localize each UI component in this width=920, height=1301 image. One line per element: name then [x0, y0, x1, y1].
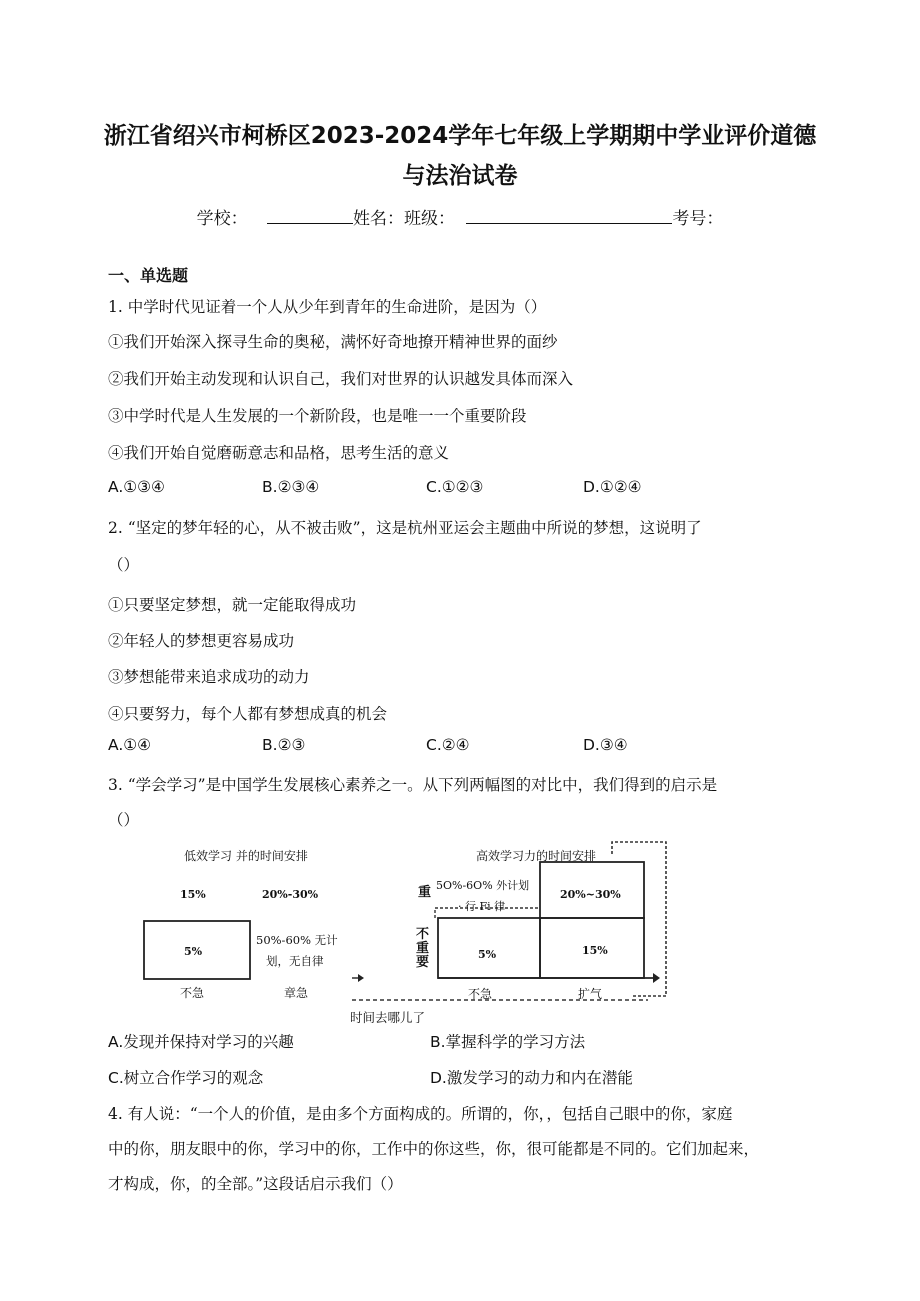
- question-4-stem-line-3: 才构成，你，的全部。”这段话启示我们（）: [108, 1175, 403, 1193]
- right-x-axis-arrow: [653, 973, 660, 983]
- school-blank[interactable]: [267, 207, 353, 224]
- school-label: 学校：: [196, 209, 248, 229]
- name-label: 姓名：: [353, 209, 404, 229]
- question-1-statement-2: ②我们开始主动发现和认识自己，我们对世界的认识越发具体而深入: [108, 370, 574, 388]
- section-title: 一、单选题: [108, 266, 189, 285]
- class-blank[interactable]: [466, 207, 672, 224]
- right-bottom-label-1: 不急: [468, 987, 493, 1001]
- question-3-option-a[interactable]: [108, 1030, 294, 1052]
- right-note-2: · 行 Fi 律: [458, 900, 506, 913]
- left-pct-20-30: 20%-30%: [262, 888, 319, 901]
- option-letter: D.: [583, 478, 600, 496]
- student-info-row: [0, 204, 920, 229]
- option-letter: A.: [108, 1033, 124, 1051]
- question-3-stem: 3. “学会学习”是中国学生发展核心素养之一。从下列两幅图的对比中，我们得到的启示是: [108, 776, 718, 794]
- question-2-statement-2: ②年轻人的梦想更容易成功: [108, 632, 295, 650]
- question-2-statement-4: ④只要努力，每个人都有梦想成真的机会: [108, 705, 388, 723]
- right-axis-not-important: 不重要: [416, 927, 430, 970]
- question-1-option-c[interactable]: [426, 478, 483, 496]
- exam-title-line-2: 与法治试卷: [402, 163, 518, 189]
- question-1-option-b[interactable]: [262, 478, 319, 496]
- question-3-stem-cont: （）: [108, 811, 140, 829]
- left-box-pct: 5%: [184, 945, 203, 958]
- option-letter: A.: [108, 478, 124, 496]
- right-axis-important: 重: [418, 885, 432, 900]
- question-2-option-c[interactable]: [426, 736, 470, 754]
- exam-no-label: 考号：: [672, 209, 724, 229]
- option-text: 树立合作学习的观念: [123, 1069, 264, 1087]
- connector-arrow: [358, 974, 364, 982]
- option-letter: D.: [583, 736, 600, 754]
- question-2-statement-3: ③梦想能带来追求成功的动力: [108, 668, 310, 686]
- option-text: 掌握科学的学习方法: [445, 1033, 586, 1051]
- left-pct-15: 15%: [180, 888, 206, 901]
- option-text: ②④: [441, 736, 470, 754]
- option-letter: C.: [426, 478, 442, 496]
- question-3-option-d[interactable]: [430, 1066, 633, 1088]
- option-text: ①②④: [599, 478, 642, 496]
- option-text: ①②③: [441, 478, 484, 496]
- question-1-statement-3: ③中学时代是人生发展的一个新阶段，也是唯一一个重要阶段: [108, 407, 527, 425]
- time-management-figure: [108, 838, 688, 1028]
- option-letter: B.: [262, 478, 278, 496]
- question-1-statement-1: ①我们开始深入探寻生命的奥秘，满怀好奇地撩开精神世界的面纱: [108, 333, 558, 351]
- option-text: ①③④: [123, 478, 165, 496]
- right-dashed-border: [612, 842, 666, 996]
- right-bottom-label-2: 扩气: [578, 987, 603, 1001]
- option-text: 激发学习的动力和内在潜能: [446, 1069, 633, 1087]
- option-letter: A.: [108, 736, 124, 754]
- class-label: 班级：: [404, 209, 455, 229]
- option-letter: B.: [262, 736, 278, 754]
- exam-title: [0, 116, 920, 196]
- option-text: ②③④: [277, 478, 320, 496]
- option-text: ②③: [277, 736, 306, 754]
- left-diagram-title: 低效学习 并的时间安排: [184, 849, 308, 863]
- question-2-stem: 2. “坚定的梦年轻的心，从不被击败”，这是杭州亚运会主题曲中所说的梦想，这说明了: [108, 519, 702, 537]
- right-note-1: 5O%-6O% 外计划: [436, 879, 530, 892]
- option-letter: B.: [430, 1033, 446, 1051]
- question-4-stem-line-2: 中的你，朋友眼中的你，学习中的你，工作中的你这些，你，很可能都是不同的。它们加起来，: [108, 1140, 760, 1158]
- option-letter: D.: [430, 1069, 447, 1087]
- right-box-15: 15%: [582, 944, 608, 957]
- question-3-option-c[interactable]: [108, 1066, 263, 1088]
- question-3-option-b[interactable]: [430, 1030, 585, 1052]
- left-note-1: 50%-60% 无计: [256, 933, 338, 947]
- left-bottom-label-2: 章急: [284, 986, 309, 1000]
- question-1-option-d[interactable]: [583, 478, 642, 496]
- left-bottom-label-1: 不急: [180, 986, 205, 1000]
- exam-title-line-1: 浙江省绍兴市柯桥区2023-2024学年七年级上学期期中学业评价道德: [103, 123, 817, 149]
- question-2-stem-cont: （）: [108, 556, 140, 574]
- right-box-20-30: 20%~30%: [560, 888, 621, 901]
- right-box-5: 5%: [478, 948, 497, 961]
- question-2-option-a[interactable]: [108, 736, 151, 754]
- question-2-option-d[interactable]: [583, 736, 628, 754]
- question-2-statement-1: ①只要坚定梦想，就一定能取得成功: [108, 596, 357, 614]
- question-1-option-a[interactable]: [108, 478, 165, 496]
- option-letter: C.: [426, 736, 442, 754]
- right-diagram-title: 高效学习力的时间安排: [476, 849, 597, 863]
- question-1-statement-4: ④我们开始自觉磨砺意志和品格，思考生活的意义: [108, 444, 450, 462]
- left-note-2: 划，无自律: [266, 954, 324, 968]
- figure-caption: 时间去哪儿了: [350, 1010, 426, 1025]
- question-4-stem-line-1: 4. 有人说：“一个人的价值，是由多个方面构成的。所谓的，你，，包括自己眼中的你，家庭: [108, 1105, 733, 1123]
- option-letter: C.: [108, 1069, 124, 1087]
- option-text: ①④: [123, 736, 152, 754]
- question-2-option-b[interactable]: [262, 736, 305, 754]
- question-1-stem: 1. 中学时代见证着一个人从少年到青年的生命进阶，是因为（）: [108, 298, 547, 316]
- option-text: 发现并保持对学习的兴趣: [123, 1033, 294, 1051]
- option-text: ③④: [599, 736, 628, 754]
